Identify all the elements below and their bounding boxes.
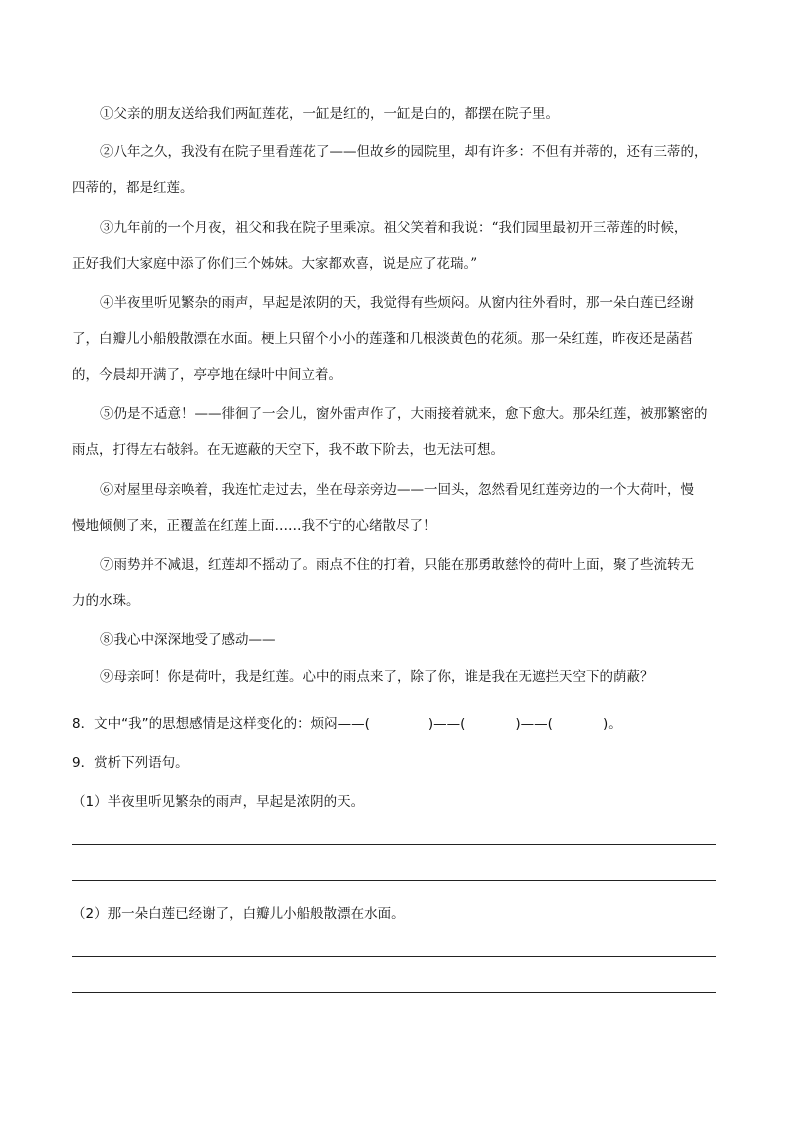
paragraph-4-line-3: 的，今晨却开满了，亭亭地在绿叶中间立着。 xyxy=(72,367,342,383)
question-9: 9．赏析下列语句。 xyxy=(72,755,189,771)
answer-line[interactable] xyxy=(72,992,716,993)
paragraph-5-line-2: 雨点，打得左右敧斜。在无遮蔽的天空下，我不敢下阶去，也无法可想。 xyxy=(72,442,504,458)
paragraph-2-line-2: 四蒂的，都是红莲。 xyxy=(72,180,194,196)
paragraph-7-line-2: 力的水珠。 xyxy=(72,593,140,609)
answer-line[interactable] xyxy=(72,844,716,845)
answer-line[interactable] xyxy=(72,880,716,881)
paragraph-4-line-1: ④半夜里听见繁杂的雨声，早起是浓阴的天，我觉得有些烦闷。从窗内往外看时，那一朵白莲已经谢 xyxy=(100,295,694,311)
paragraph-3-line-1: ③九年前的一个月夜，祖父和我在院子里乘凉。祖父笑着和我说：“我们园里最初开三蒂莲的时候， xyxy=(100,220,688,236)
paragraph-3-line-2: 正好我们大家庭中添了你们三个姊妹。大家都欢喜，说是应了花瑞。” xyxy=(72,256,478,272)
question-8: 8．文中“我”的思想感情是这样变化的：烦闷——( )——( )——( )。 xyxy=(72,716,622,732)
question-9-2: （2）那一朵白莲已经谢了，白瓣儿小船般散漂在水面。 xyxy=(72,906,405,922)
paragraph-4-line-2: 了，白瓣儿小船般散漂在水面。梗上只留个小小的莲蓬和几根淡黄色的花须。那一朵红莲，昨夜还是菡萏 xyxy=(72,331,693,347)
paragraph-5-line-1: ⑤仍是不适意！——徘徊了一会儿，窗外雷声作了，大雨接着就来，愈下愈大。那朵红莲，被那繁密的 xyxy=(100,406,708,422)
question-9-1: （1）半夜里听见繁杂的雨声，早起是浓阴的天。 xyxy=(72,794,365,810)
paragraph-8: ⑧我心中深深地受了感动—— xyxy=(100,632,276,648)
paragraph-9: ⑨母亲呵！你是荷叶，我是红莲。心中的雨点来了，除了你，谁是我在无遮拦天空下的荫蔽？ xyxy=(100,669,654,685)
paragraph-7-line-1: ⑦雨势并不减退，红莲却不摇动了。雨点不住的打着，只能在那勇敢慈怜的荷叶上面，聚了些流转无 xyxy=(100,557,694,573)
paragraph-1: ①父亲的朋友送给我们两缸莲花，一缸是红的，一缸是白的，都摆在院子里。 xyxy=(100,106,559,122)
paragraph-2-line-1: ②八年之久，我没有在院子里看莲花了——但故乡的园院里，却有许多：不但有并蒂的，还有三蒂的， xyxy=(100,144,708,160)
answer-line[interactable] xyxy=(72,956,716,957)
paragraph-6-line-1: ⑥对屋里母亲唤着，我连忙走过去，坐在母亲旁边——一回头，忽然看见红莲旁边的一个大荷叶，慢 xyxy=(100,482,694,498)
paragraph-6-line-2: 慢地倾侧了来，正覆盖在红莲上面……我不宁的心绪散尽了！ xyxy=(72,518,437,534)
